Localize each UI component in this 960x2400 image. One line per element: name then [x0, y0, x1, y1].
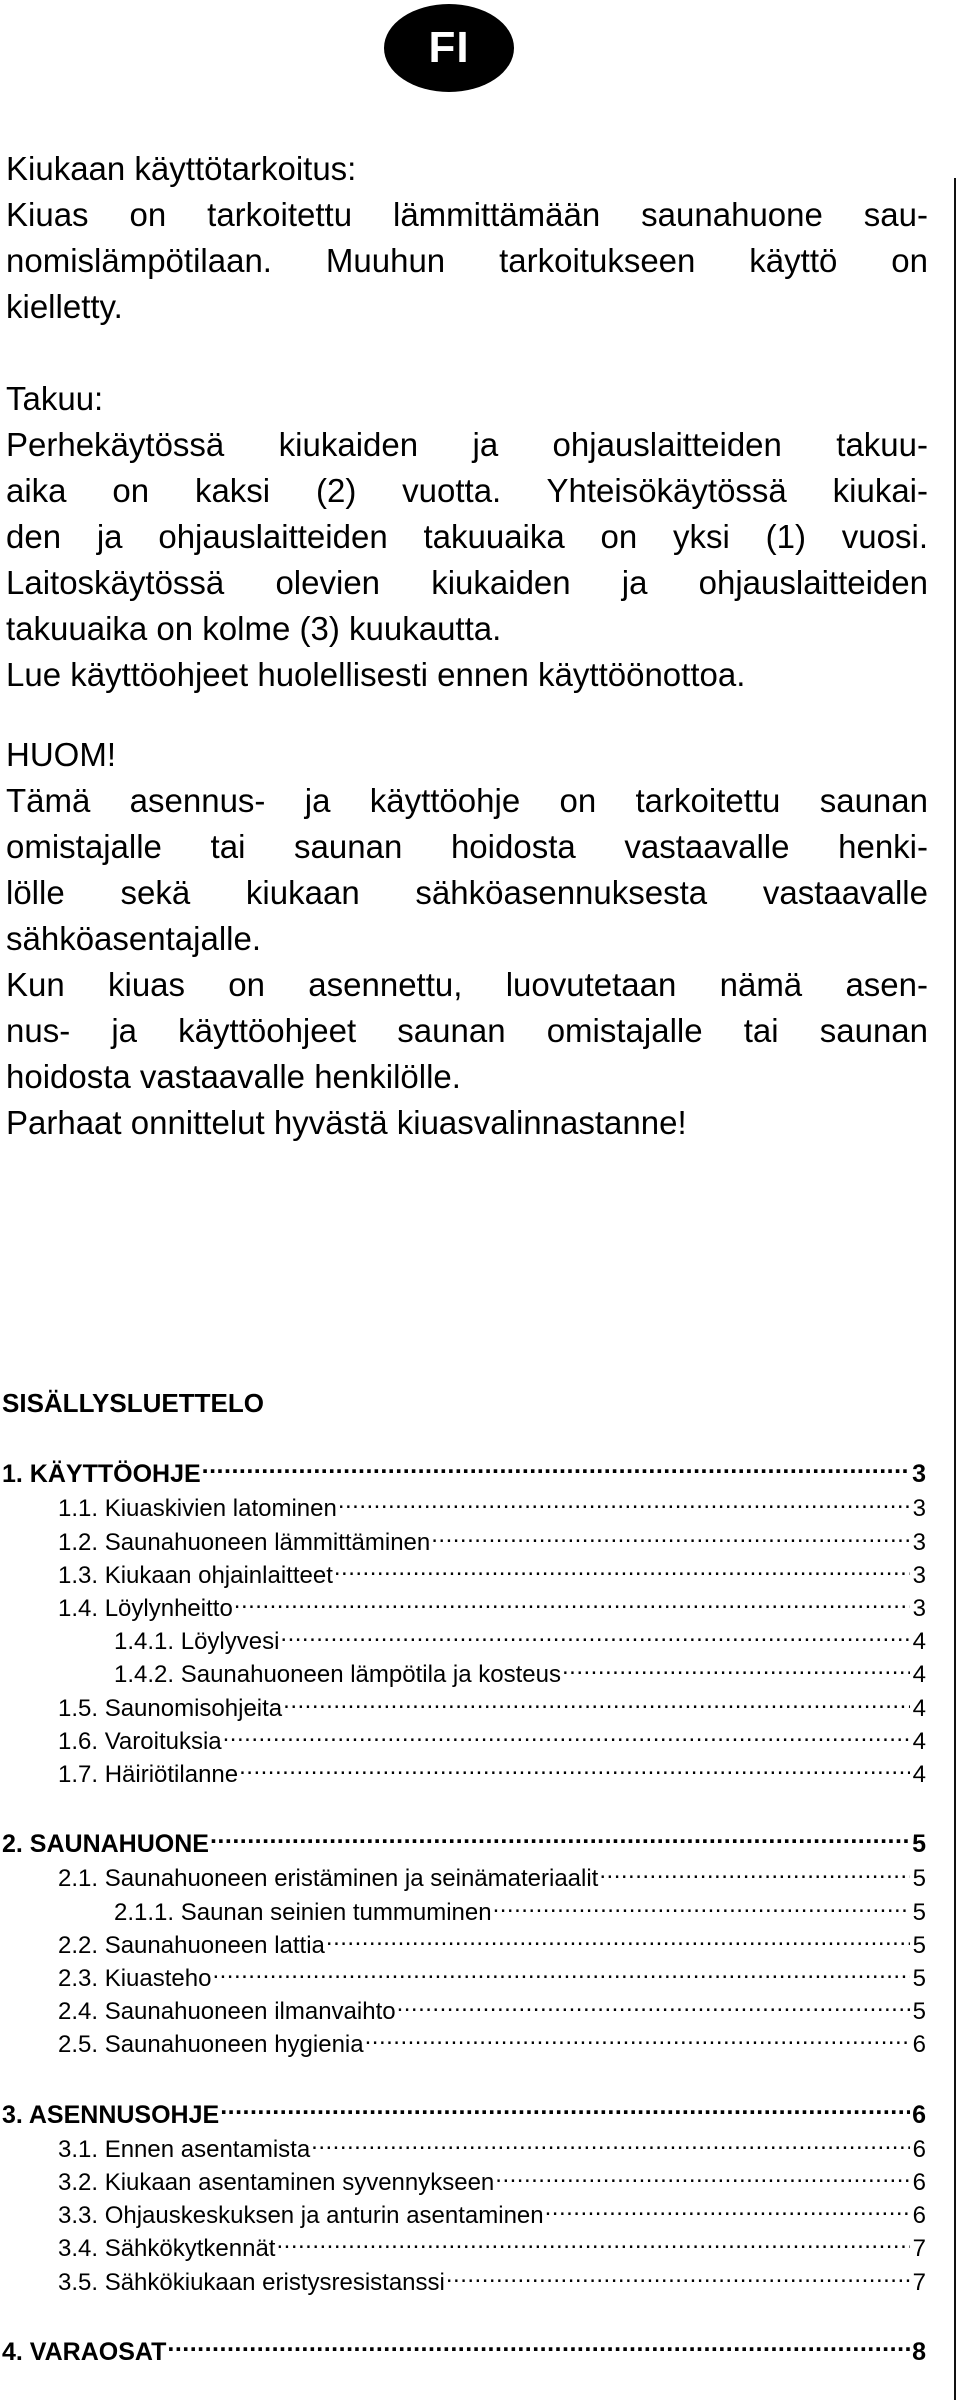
- toc-leader: [598, 1861, 910, 1886]
- toc-leader: [282, 1690, 910, 1715]
- language-badge: [384, 4, 514, 92]
- toc-page-number: 3: [912, 1595, 926, 1622]
- toc-entry-label: 4. VARAOSAT: [2, 2337, 167, 2366]
- toc-leader: [219, 2096, 910, 2122]
- text-line: Kun kiuas on asennettu, luovutetaan nämä asen-: [6, 966, 928, 1003]
- toc-page-number: 7: [912, 2268, 926, 2296]
- toc-page-number: 3: [912, 1528, 926, 1556]
- text-line: sähköasentajalle.: [6, 920, 262, 957]
- text-line: hoidosta vastaavalle henkilölle.: [6, 1058, 461, 1095]
- toc-leader: [275, 2231, 910, 2256]
- toc-leader: [396, 1994, 910, 2019]
- text-line: Tämä asennus- ja käyttöohje on tarkoitettu saunan: [6, 782, 928, 819]
- toc-leader: [325, 1928, 910, 1953]
- toc-entry-label: 2. SAUNAHUONE: [2, 1830, 209, 1859]
- toc-gap: [2, 2298, 926, 2334]
- toc-entry: [2, 1826, 926, 1861]
- text-line: takuuaika on kolme (3) kuukautta.: [6, 610, 502, 647]
- toc-page-number: 4: [912, 1628, 926, 1656]
- toc-entry: [2, 1491, 926, 1524]
- toc-entry-label: 2.5. Saunahuoneen hygienia: [58, 2031, 364, 2059]
- toc-leader: [233, 1591, 910, 1616]
- usage-heading: Kiukaan käyttötarkoitus:: [6, 150, 357, 187]
- toc-entry-label: 1.4.1. Löylyvesi: [114, 1628, 280, 1656]
- toc-page-number: 6: [912, 2168, 926, 2196]
- warranty-heading: Takuu:: [6, 380, 104, 417]
- toc-leader: [201, 1456, 910, 1482]
- toc-entry-label: 1.6. Varoituksia: [58, 1727, 222, 1755]
- closing-line: Parhaat onnittelut hyvästä kiuasvalinnastanne!: [6, 1104, 687, 1141]
- toc-page-number: 8: [912, 2337, 926, 2366]
- toc-page-number: 6: [912, 2135, 926, 2163]
- toc-entry: [2, 1624, 926, 1657]
- toc-entry-label: 1.5. Saunomisohjeita: [58, 1694, 283, 1722]
- text-line: Laitoskäytössä olevien kiukaiden ja ohjauslaitteiden: [6, 564, 928, 601]
- toc-page-number: 3: [912, 1460, 926, 1489]
- toc-entry: [2, 2198, 926, 2231]
- toc-page-number: 6: [912, 2202, 926, 2230]
- toc-entry-label: 3.3. Ohjauskeskuksen ja anturin asentaminen: [58, 2202, 544, 2230]
- toc-entry-label: 3.4. Sähkökytkennät: [58, 2235, 276, 2263]
- toc-leader: [222, 1724, 910, 1749]
- toc-page-number: 4: [912, 1694, 926, 1722]
- toc-leader: [337, 1491, 910, 1516]
- toc-entry: [2, 2027, 926, 2060]
- toc-entry: [2, 1724, 926, 1757]
- toc-page-number: 5: [912, 1998, 926, 2026]
- toc-entry: [2, 2165, 926, 2198]
- toc-entry: [2, 1690, 926, 1723]
- toc-entry: [2, 1591, 926, 1624]
- toc-leader: [166, 2334, 910, 2360]
- intro-text: [6, 146, 928, 1146]
- toc-entry-label: 1.2. Saunahuoneen lämmittäminen: [58, 1528, 431, 1556]
- toc-leader: [561, 1657, 910, 1682]
- toc-leader: [310, 2132, 910, 2157]
- toc-entry: [2, 1456, 926, 1491]
- toc-entry-label: 2.1.1. Saunan seinien tummuminen: [114, 1898, 492, 1926]
- toc-title: SISÄLLYSLUETTELO: [2, 1388, 264, 1418]
- note-heading: HUOM!: [6, 736, 116, 773]
- toc-gap: [2, 1790, 926, 1826]
- text-line: omistajalle tai saunan hoidosta vastaavalle henki-: [6, 828, 928, 865]
- table-of-contents: [2, 1388, 926, 2369]
- toc-leader: [445, 2264, 910, 2289]
- toc-page-number: 4: [912, 1760, 926, 1788]
- toc-page-number: 5: [912, 1964, 926, 1992]
- toc-entry-label: 1.7. Häiriötilanne: [58, 1760, 239, 1788]
- margin-rule: [954, 178, 956, 2400]
- language-badge-label: FI: [428, 23, 470, 72]
- paragraph-spacer: [6, 330, 928, 376]
- toc-entry-label: 1.1. Kiuaskivien latominen: [58, 1495, 337, 1523]
- text-line: kielletty.: [6, 288, 123, 325]
- toc-page-number: 5: [912, 1830, 926, 1859]
- toc-entry: [2, 1994, 926, 2027]
- text-line: den ja ohjauslaitteiden takuuaika on yksi (1) vuosi.: [6, 518, 928, 555]
- toc-page-number: 6: [912, 2100, 926, 2129]
- toc-entry: [2, 2132, 926, 2165]
- toc-entry: [2, 1657, 926, 1690]
- toc-entry: [2, 1524, 926, 1557]
- toc-leader: [211, 1961, 910, 1986]
- toc-entry-label: 2.3. Kiuasteho: [58, 1964, 212, 1992]
- toc-entry: [2, 1894, 926, 1927]
- text-line: Lue käyttöohjeet huolellisesti ennen käyttöönottoa.: [6, 656, 746, 693]
- toc-leader: [209, 1826, 910, 1852]
- text-line: nus- ja käyttöohjeet saunan omistajalle tai saunan: [6, 1012, 928, 1049]
- toc-gap: [2, 2060, 926, 2096]
- toc-entry-label: 1.4. Löylynheitto: [58, 1595, 233, 1622]
- text-line: aika on kaksi (2) vuotta. Yhteisökäytössä kiukai-: [6, 472, 928, 509]
- toc-entry-label: 3.1. Ennen asentamista: [58, 2135, 311, 2163]
- text-line: nomislämpötilaan. Muuhun tarkoitukseen käyttö on: [6, 242, 928, 279]
- toc-leader: [492, 1894, 910, 1919]
- toc-leader: [430, 1524, 910, 1549]
- toc-leader: [494, 2165, 910, 2190]
- toc-entry-label: 1.3. Kiukaan ohjainlaitteet: [58, 1561, 333, 1589]
- toc-page-number: 5: [912, 1898, 926, 1926]
- toc-entry: [2, 1928, 926, 1961]
- toc-entry: [2, 1961, 926, 1994]
- toc-entry-label: 1. KÄYTTÖOHJE: [2, 1460, 201, 1489]
- toc-page-number: 6: [912, 2031, 926, 2059]
- toc-page-number: 4: [912, 1727, 926, 1755]
- toc-entry-label: 3.5. Sähkökiukaan eristysresistanssi: [58, 2268, 445, 2296]
- toc-page-number: 5: [912, 1865, 926, 1893]
- toc-leader: [544, 2198, 910, 2223]
- toc-leader: [364, 2027, 910, 2052]
- toc-entry-label: 2.1. Saunahuoneen eristäminen ja seinämateriaalit: [58, 1865, 599, 1893]
- toc-entry-label: 3. ASENNUSOHJE: [2, 2100, 220, 2129]
- toc-page-number: 3: [912, 1561, 926, 1589]
- toc-page-number: 5: [912, 1931, 926, 1959]
- text-line: lölle sekä kiukaan sähköasennuksesta vastaavalle: [6, 874, 928, 911]
- toc-page-number: 3: [912, 1495, 926, 1523]
- toc-leader: [279, 1624, 910, 1649]
- toc-page-number: 4: [912, 1661, 926, 1689]
- toc-entry: [2, 2334, 926, 2369]
- toc-entry: [2, 2264, 926, 2297]
- text-line: Kiuas on tarkoitettu lämmittämään saunahuone sau-: [6, 196, 928, 233]
- paragraph-spacer: [6, 698, 928, 732]
- toc-entry-label: 1.4.2. Saunahuoneen lämpötila ja kosteus: [114, 1661, 561, 1689]
- toc-leader: [238, 1757, 910, 1782]
- toc-entry: [2, 1558, 926, 1591]
- toc-entry-label: 2.4. Saunahuoneen ilmanvaihto: [58, 1998, 396, 2026]
- toc-page-number: 7: [912, 2235, 926, 2263]
- toc-entry: [2, 1757, 926, 1790]
- toc-entry-label: 2.2. Saunahuoneen lattia: [58, 1931, 325, 1959]
- toc-entry: [2, 2096, 926, 2131]
- toc-entry-label: 3.2. Kiukaan asentaminen syvennykseen: [58, 2168, 495, 2196]
- text-line: Perhekäytössä kiukaiden ja ohjauslaitteiden takuu-: [6, 426, 928, 463]
- toc-entry: [2, 1861, 926, 1894]
- toc-entry: [2, 2231, 926, 2264]
- toc-leader: [333, 1558, 910, 1583]
